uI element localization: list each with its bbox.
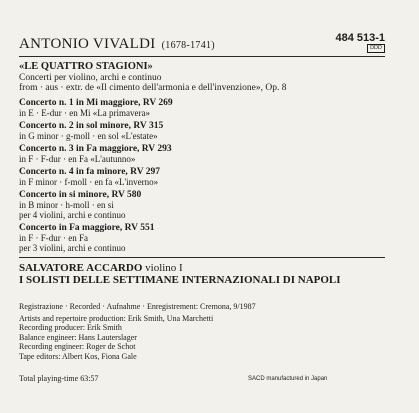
concerto-scoring: per 3 violini, archi e continuo [19, 243, 126, 253]
credit-line: Balance engineer: Hans Lauterslager [19, 332, 137, 342]
credits-block [19, 302, 389, 361]
work-source: from · aus · extr. de «Il cimento dell'armonia e dell'invenzione», Op. 8 [19, 83, 287, 93]
work-title: «LE QUATTRO STAGIONI» [19, 61, 153, 72]
concerto-item [19, 144, 389, 164]
concerto-title: Concerto n. 2 in sol minore, RV 315 [19, 121, 164, 131]
performers-block [19, 262, 389, 286]
concerto-title: Concerto n. 4 in fa minore, RV 297 [19, 167, 161, 177]
credit-line: Recording producer: Erik Smith [19, 323, 122, 332]
concerto-scoring: per 4 violini, archi e continuo [19, 210, 126, 220]
concerto-item [19, 223, 389, 253]
credit-line: Artists and repertoire production: Erik Smith, Una Marchetti [19, 313, 214, 323]
top-divider [19, 56, 385, 57]
concerto-item [19, 190, 389, 220]
composer-header [19, 36, 215, 53]
concerto-title: Concerto n. 3 in Fa maggiore, RV 293 [19, 144, 172, 154]
credit-line: Tape editors: Albert Kos, Fiona Gale [19, 351, 137, 361]
soloist-name: SALVATORE ACCARDO [19, 262, 143, 274]
recording-info: Registrazione · Recorded · Aufnahme · Enregistrement: Cremona, 9/1987 [19, 302, 256, 311]
concerto-title: Concerto in Fa maggiore, RV 551 [19, 223, 155, 233]
concerto-detail: in F minor · f-moll · en fa «L'inverno» [19, 177, 159, 187]
concerto-detail: in E · E-dur · en Mi «La primavera» [19, 108, 150, 118]
ddd-badge: DDD [367, 44, 385, 53]
work-title-block [19, 62, 389, 94]
concerto-title: Concerto n. 1 in Mi maggiore, RV 269 [19, 98, 173, 108]
concerto-title: Concerto in si minore, RV 580 [19, 190, 142, 200]
catalog-number: 484 513-1 [335, 32, 385, 44]
composer-name: ANTONIO VIVALDI [19, 36, 156, 52]
soloist-role: violino I [145, 262, 183, 274]
ensemble-name: I SOLISTI DELLE SETTIMANE INTERNAZIONALI DI NAPOLI [19, 274, 341, 286]
soloist-line [19, 262, 389, 274]
credit-line: Recording engineer: Roger de Schot [19, 342, 136, 351]
total-playing-time: Total playing-time 63:57 [19, 374, 99, 383]
concerto-list [19, 98, 389, 256]
concerto-item [19, 98, 389, 118]
work-subtitle: Concerti per violino, archi e continuo [19, 72, 162, 83]
concerto-item [19, 167, 389, 187]
concerto-detail: in F · F-dur · en Fa [19, 233, 88, 243]
middle-divider [19, 257, 385, 258]
concerto-detail: in F · F-dur · en Fa «L'autunno» [19, 154, 136, 164]
manufactured-note: SACD manufactured in Japan [248, 376, 328, 382]
composer-dates: (1678-1741) [161, 40, 215, 51]
concerto-detail: in G minor · g-moll · en sol «L'estate» [19, 131, 158, 141]
concerto-item [19, 121, 389, 141]
concerto-detail: in B minor · h-moll · en si [19, 200, 114, 210]
